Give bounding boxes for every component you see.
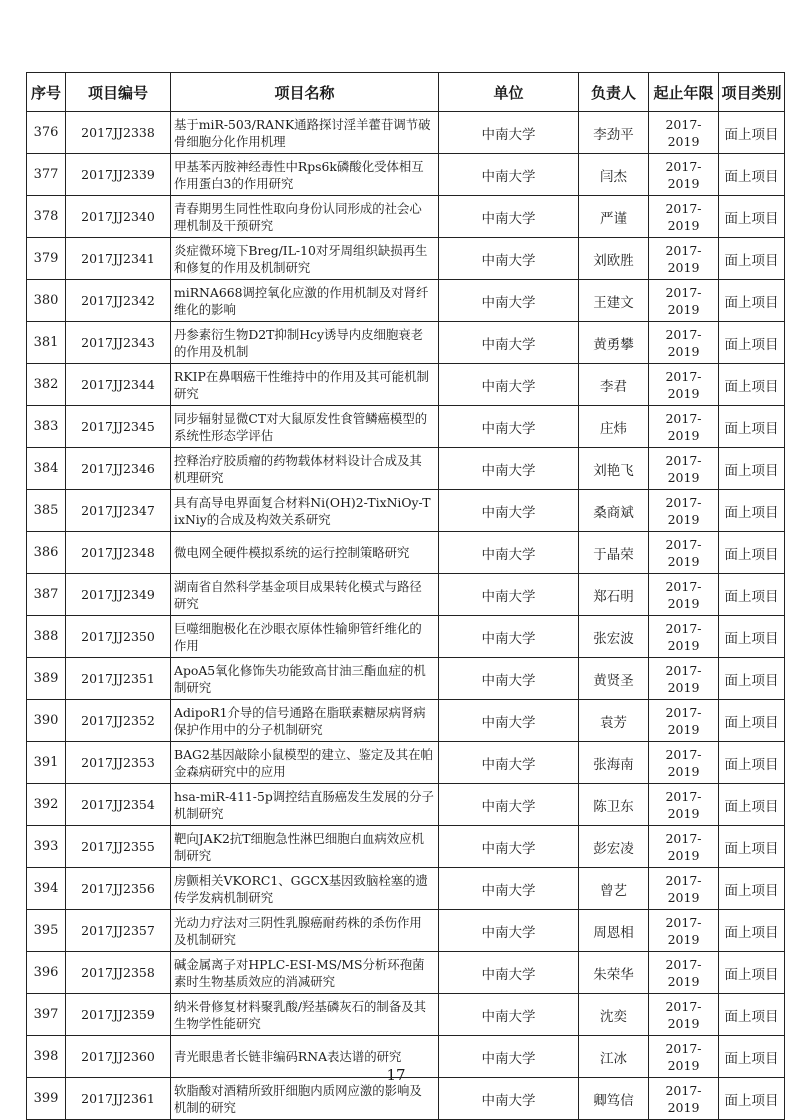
period	[649, 238, 719, 280]
leader: 陈卫东	[579, 784, 649, 826]
project-code: 2017JJ2347	[66, 490, 171, 532]
table-body	[27, 112, 785, 1120]
unit: 中南大学	[439, 658, 579, 700]
project-name: 青光眼患者长链非编码RNA表达谱的研究	[171, 1036, 439, 1078]
project-code: 2017JJ2355	[66, 826, 171, 868]
leader: 沈奕	[579, 994, 649, 1036]
period-end: 2019	[667, 805, 700, 821]
period-start: 2017-	[665, 242, 702, 258]
period-end: 2019	[667, 973, 700, 989]
period-start: 2017-	[665, 1082, 702, 1098]
row-number: 397	[27, 994, 66, 1036]
project-type: 面上项目	[719, 658, 785, 700]
project-code: 2017JJ2354	[66, 784, 171, 826]
project-code: 2017JJ2351	[66, 658, 171, 700]
leader: 刘欧胜	[579, 238, 649, 280]
table-row	[27, 616, 785, 658]
project-code: 2017JJ2360	[66, 1036, 171, 1078]
unit: 中南大学	[439, 868, 579, 910]
unit: 中南大学	[439, 112, 579, 154]
period-end: 2019	[667, 1057, 700, 1073]
row-number: 399	[27, 1078, 66, 1120]
project-name: 微电网全硬件模拟系统的运行控制策略研究	[171, 532, 439, 574]
row-number: 398	[27, 1036, 66, 1078]
table-row	[27, 154, 785, 196]
project-code: 2017JJ2361	[66, 1078, 171, 1120]
period-end: 2019	[667, 259, 700, 275]
leader: 庄炜	[579, 406, 649, 448]
project-type: 面上项目	[719, 406, 785, 448]
period	[649, 154, 719, 196]
leader: 彭宏凌	[579, 826, 649, 868]
unit: 中南大学	[439, 532, 579, 574]
unit: 中南大学	[439, 448, 579, 490]
table-row	[27, 742, 785, 784]
unit: 中南大学	[439, 280, 579, 322]
project-name: 炎症微环境下Breg/IL-10对牙周组织缺损再生和修复的作用及机制研究	[171, 238, 439, 280]
project-type: 面上项目	[719, 532, 785, 574]
project-name: 巨噬细胞极化在沙眼衣原体性输卵管纤维化的作用	[171, 616, 439, 658]
row-number: 381	[27, 322, 66, 364]
period	[649, 448, 719, 490]
period-start: 2017-	[665, 536, 702, 552]
project-type: 面上项目	[719, 910, 785, 952]
unit: 中南大学	[439, 238, 579, 280]
unit: 中南大学	[439, 784, 579, 826]
leader: 李劲平	[579, 112, 649, 154]
leader: 于晶荣	[579, 532, 649, 574]
project-name: miRNA668调控氧化应激的作用机制及对肾纤维化的影响	[171, 280, 439, 322]
leader: 王建文	[579, 280, 649, 322]
project-type: 面上项目	[719, 616, 785, 658]
table-row	[27, 910, 785, 952]
project-name: 具有高导电界面复合材料Ni(OH)2-TixNiOy-TixNiy的合成及构效关系研究	[171, 490, 439, 532]
project-name: 丹参素衍生物D2T抑制Hcy诱导内皮细胞衰老的作用及机制	[171, 322, 439, 364]
period-end: 2019	[667, 721, 700, 737]
period	[649, 490, 719, 532]
project-code: 2017JJ2350	[66, 616, 171, 658]
project-type: 面上项目	[719, 490, 785, 532]
table-row	[27, 994, 785, 1036]
period-start: 2017-	[665, 620, 702, 636]
project-code: 2017JJ2358	[66, 952, 171, 994]
period	[649, 742, 719, 784]
header-leader: 负责人	[579, 73, 649, 112]
row-number: 376	[27, 112, 66, 154]
table-row	[27, 406, 785, 448]
project-type: 面上项目	[719, 322, 785, 364]
row-number: 387	[27, 574, 66, 616]
period-start: 2017-	[665, 158, 702, 174]
project-type: 面上项目	[719, 574, 785, 616]
row-number: 394	[27, 868, 66, 910]
row-number: 388	[27, 616, 66, 658]
period-start: 2017-	[665, 1040, 702, 1056]
period-end: 2019	[667, 553, 700, 569]
project-type: 面上项目	[719, 448, 785, 490]
period	[649, 112, 719, 154]
leader: 刘艳飞	[579, 448, 649, 490]
table-row	[27, 196, 785, 238]
project-name: ApoA5氧化修饰失功能致高甘油三酯血症的机制研究	[171, 658, 439, 700]
period-start: 2017-	[665, 410, 702, 426]
period-start: 2017-	[665, 662, 702, 678]
period-start: 2017-	[665, 284, 702, 300]
period	[649, 406, 719, 448]
leader: 江冰	[579, 1036, 649, 1078]
table-row	[27, 658, 785, 700]
project-code: 2017JJ2341	[66, 238, 171, 280]
row-number: 382	[27, 364, 66, 406]
project-code: 2017JJ2344	[66, 364, 171, 406]
table-row	[27, 448, 785, 490]
project-name: 甲基苯丙胺神经毒性中Rps6k磷酸化受体相互作用蛋白3的作用研究	[171, 154, 439, 196]
unit: 中南大学	[439, 364, 579, 406]
unit: 中南大学	[439, 574, 579, 616]
period-start: 2017-	[665, 368, 702, 384]
project-code: 2017JJ2359	[66, 994, 171, 1036]
unit: 中南大学	[439, 1036, 579, 1078]
project-type: 面上项目	[719, 784, 785, 826]
project-name: 控释治疗胶质瘤的药物载体材料设计合成及其机理研究	[171, 448, 439, 490]
period	[649, 994, 719, 1036]
project-name: 碱金属离子对HPLC-ESI-MS/MS分析环孢菌素时生物基质效应的消减研究	[171, 952, 439, 994]
leader: 李君	[579, 364, 649, 406]
period-start: 2017-	[665, 998, 702, 1014]
leader: 卿笃信	[579, 1078, 649, 1120]
period-start: 2017-	[665, 914, 702, 930]
project-name: AdipoR1介导的信号通路在脂联素糖尿病肾病保护作用中的分子机制研究	[171, 700, 439, 742]
leader: 曾艺	[579, 868, 649, 910]
project-name: RKIP在鼻咽癌干性维持中的作用及其可能机制研究	[171, 364, 439, 406]
row-number: 386	[27, 532, 66, 574]
row-number: 395	[27, 910, 66, 952]
period-end: 2019	[667, 679, 700, 695]
project-code: 2017JJ2338	[66, 112, 171, 154]
period-end: 2019	[667, 133, 700, 149]
project-type: 面上项目	[719, 280, 785, 322]
table-row	[27, 784, 785, 826]
project-name: 靶向JAK2抗T细胞急性淋巴细胞白血病效应机制研究	[171, 826, 439, 868]
project-type: 面上项目	[719, 826, 785, 868]
period-start: 2017-	[665, 326, 702, 342]
project-type: 面上项目	[719, 1078, 785, 1120]
row-number: 380	[27, 280, 66, 322]
header-period: 起止年限	[649, 73, 719, 112]
project-code: 2017JJ2342	[66, 280, 171, 322]
period	[649, 532, 719, 574]
project-name: 基于miR-503/RANK通路探讨淫羊藿苷调节破骨细胞分化作用机理	[171, 112, 439, 154]
project-type: 面上项目	[719, 700, 785, 742]
header-name: 项目名称	[171, 73, 439, 112]
table-row	[27, 364, 785, 406]
table-row	[27, 490, 785, 532]
unit: 中南大学	[439, 322, 579, 364]
row-number: 389	[27, 658, 66, 700]
period-end: 2019	[667, 511, 700, 527]
leader: 朱荣华	[579, 952, 649, 994]
period	[649, 322, 719, 364]
table-row	[27, 700, 785, 742]
period-end: 2019	[667, 343, 700, 359]
table-row	[27, 322, 785, 364]
period-start: 2017-	[665, 788, 702, 804]
row-number: 393	[27, 826, 66, 868]
leader: 桑商斌	[579, 490, 649, 532]
table-row	[27, 574, 785, 616]
period-end: 2019	[667, 637, 700, 653]
table-row	[27, 238, 785, 280]
project-type: 面上项目	[719, 364, 785, 406]
leader: 严谨	[579, 196, 649, 238]
period-start: 2017-	[665, 830, 702, 846]
header-code: 项目编号	[66, 73, 171, 112]
period	[649, 658, 719, 700]
period-end: 2019	[667, 889, 700, 905]
header-row	[27, 73, 785, 112]
project-name: 纳米骨修复材料聚乳酸/羟基磷灰石的制备及其生物学性能研究	[171, 994, 439, 1036]
row-number: 377	[27, 154, 66, 196]
period	[649, 868, 719, 910]
project-code: 2017JJ2349	[66, 574, 171, 616]
project-type: 面上项目	[719, 196, 785, 238]
header-type: 项目类别	[719, 73, 785, 112]
period-start: 2017-	[665, 956, 702, 972]
period-start: 2017-	[665, 494, 702, 510]
project-code: 2017JJ2348	[66, 532, 171, 574]
header-unit: 单位	[439, 73, 579, 112]
period-end: 2019	[667, 301, 700, 317]
row-number: 378	[27, 196, 66, 238]
period-end: 2019	[667, 847, 700, 863]
period-end: 2019	[667, 175, 700, 191]
table-row	[27, 532, 785, 574]
row-number: 379	[27, 238, 66, 280]
project-code: 2017JJ2352	[66, 700, 171, 742]
period-start: 2017-	[665, 116, 702, 132]
unit: 中南大学	[439, 952, 579, 994]
unit: 中南大学	[439, 910, 579, 952]
leader: 黄勇攀	[579, 322, 649, 364]
leader: 张宏波	[579, 616, 649, 658]
project-type: 面上项目	[719, 868, 785, 910]
row-number: 396	[27, 952, 66, 994]
period-end: 2019	[667, 385, 700, 401]
period	[649, 616, 719, 658]
project-code: 2017JJ2356	[66, 868, 171, 910]
period	[649, 700, 719, 742]
unit: 中南大学	[439, 196, 579, 238]
unit: 中南大学	[439, 406, 579, 448]
project-name: 青春期男生同性性取向身份认同形成的社会心理机制及干预研究	[171, 196, 439, 238]
row-number: 385	[27, 490, 66, 532]
project-code: 2017JJ2357	[66, 910, 171, 952]
leader: 张海南	[579, 742, 649, 784]
period-end: 2019	[667, 469, 700, 485]
period-end: 2019	[667, 427, 700, 443]
project-table	[26, 72, 785, 1120]
leader: 郑石明	[579, 574, 649, 616]
unit: 中南大学	[439, 616, 579, 658]
header-no: 序号	[27, 73, 66, 112]
leader: 闫杰	[579, 154, 649, 196]
period	[649, 574, 719, 616]
period-start: 2017-	[665, 452, 702, 468]
period	[649, 196, 719, 238]
project-name: 房颤相关VKORC1、GGCX基因致脑栓塞的遗传学发病机制研究	[171, 868, 439, 910]
project-name: 湖南省自然科学基金项目成果转化模式与路径研究	[171, 574, 439, 616]
project-name: hsa-miR-411-5p调控结直肠癌发生发展的分子机制研究	[171, 784, 439, 826]
table-row	[27, 112, 785, 154]
period-start: 2017-	[665, 704, 702, 720]
period	[649, 364, 719, 406]
project-type: 面上项目	[719, 112, 785, 154]
project-type: 面上项目	[719, 1036, 785, 1078]
table-row	[27, 868, 785, 910]
period-end: 2019	[667, 763, 700, 779]
period	[649, 910, 719, 952]
period-end: 2019	[667, 217, 700, 233]
table-row	[27, 952, 785, 994]
unit: 中南大学	[439, 742, 579, 784]
project-type: 面上项目	[719, 742, 785, 784]
row-number: 390	[27, 700, 66, 742]
project-code: 2017JJ2343	[66, 322, 171, 364]
project-code: 2017JJ2340	[66, 196, 171, 238]
project-type: 面上项目	[719, 154, 785, 196]
period-start: 2017-	[665, 200, 702, 216]
unit: 中南大学	[439, 700, 579, 742]
project-code: 2017JJ2353	[66, 742, 171, 784]
table-row	[27, 280, 785, 322]
leader: 周恩相	[579, 910, 649, 952]
period-start: 2017-	[665, 578, 702, 594]
leader: 黄贤圣	[579, 658, 649, 700]
unit: 中南大学	[439, 490, 579, 532]
period-start: 2017-	[665, 746, 702, 762]
unit: 中南大学	[439, 994, 579, 1036]
project-code: 2017JJ2346	[66, 448, 171, 490]
project-name: 同步辐射显微CT对大鼠原发性食管鳞癌模型的系统性形态学评估	[171, 406, 439, 448]
project-code: 2017JJ2339	[66, 154, 171, 196]
table-row	[27, 826, 785, 868]
period	[649, 784, 719, 826]
unit: 中南大学	[439, 154, 579, 196]
row-number: 384	[27, 448, 66, 490]
unit: 中南大学	[439, 1078, 579, 1120]
row-number: 391	[27, 742, 66, 784]
project-type: 面上项目	[719, 238, 785, 280]
row-number: 383	[27, 406, 66, 448]
period-end: 2019	[667, 931, 700, 947]
period-end: 2019	[667, 1099, 700, 1115]
period-start: 2017-	[665, 872, 702, 888]
project-name: BAG2基因敲除小鼠模型的建立、鉴定及其在帕金森病研究中的应用	[171, 742, 439, 784]
row-number: 392	[27, 784, 66, 826]
period	[649, 826, 719, 868]
period	[649, 952, 719, 994]
project-name: 软脂酸对酒精所致肝细胞内质网应激的影响及机制的研究	[171, 1078, 439, 1120]
project-code: 2017JJ2345	[66, 406, 171, 448]
project-type: 面上项目	[719, 994, 785, 1036]
project-type: 面上项目	[719, 952, 785, 994]
period-end: 2019	[667, 595, 700, 611]
project-name: 光动力疗法对三阴性乳腺癌耐药株的杀伤作用及机制研究	[171, 910, 439, 952]
page-number: 17	[386, 1066, 406, 1084]
leader: 袁芳	[579, 700, 649, 742]
period	[649, 280, 719, 322]
period-end: 2019	[667, 1015, 700, 1031]
unit: 中南大学	[439, 826, 579, 868]
